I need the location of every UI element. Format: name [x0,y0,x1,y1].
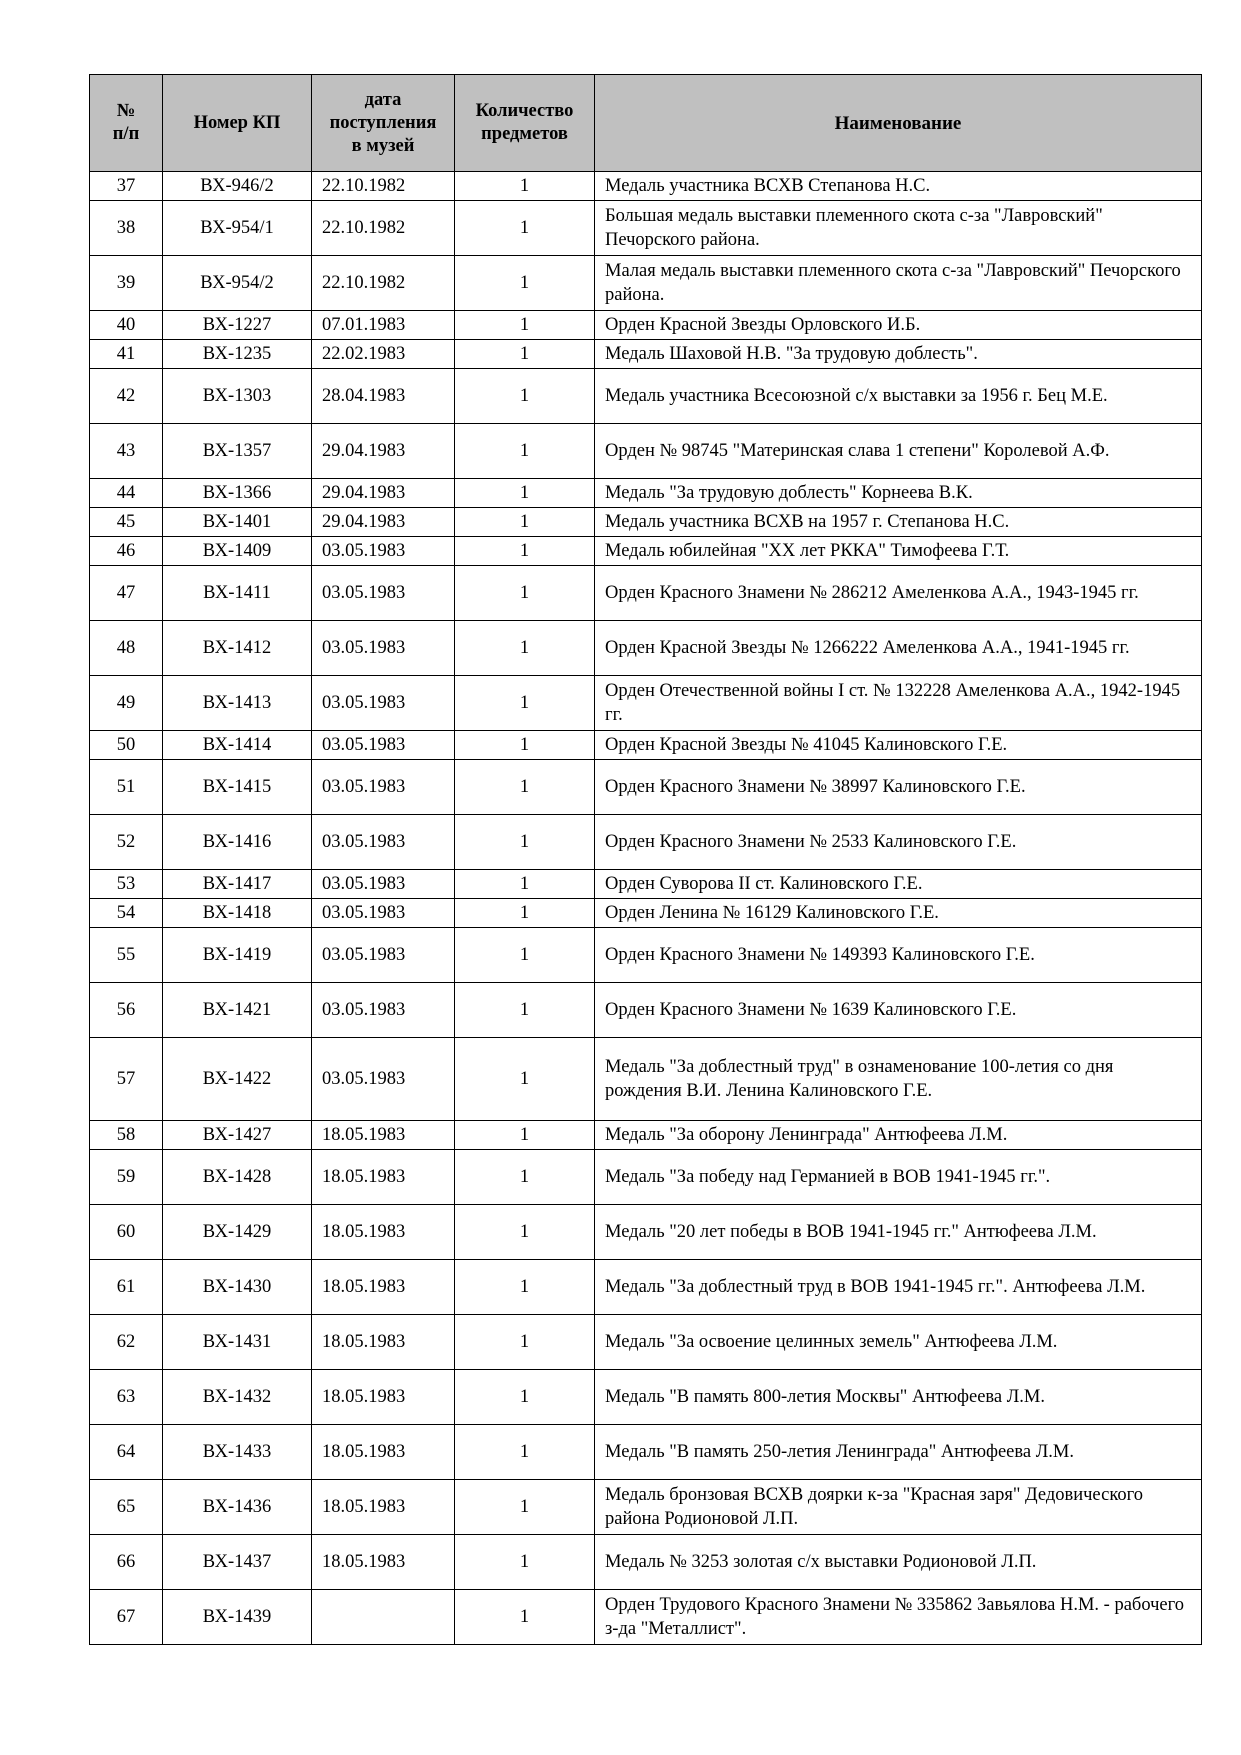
name-cell: Орден № 98745 "Материнская слава 1 степени" Королевой А.Ф. [595,424,1202,479]
kp-number-cell: ВХ-1430 [163,1260,312,1315]
kp-number-cell: ВХ-1432 [163,1370,312,1425]
name-cell: Большая медаль выставки племенного скота с-за "Лавровский" Печорского района. [595,201,1202,256]
quantity-cell: 1 [455,899,595,928]
table-row [90,566,1202,621]
name-cell: Орден Красного Знамени № 149393 Калиновского Г.Е. [595,928,1202,983]
row-number-cell: 48 [90,621,163,676]
date-cell: 03.05.1983 [312,815,455,870]
quantity-cell: 1 [455,566,595,621]
name-cell: Орден Красной Звезды № 41045 Калиновского Г.Е. [595,731,1202,760]
quantity-cell: 1 [455,815,595,870]
kp-number-cell: ВХ-1429 [163,1205,312,1260]
quantity-cell: 1 [455,537,595,566]
table-row [90,621,1202,676]
quantity-cell: 1 [455,479,595,508]
date-cell: 18.05.1983 [312,1480,455,1535]
date-cell: 18.05.1983 [312,1205,455,1260]
row-number-cell: 41 [90,340,163,369]
name-cell: Орден Трудового Красного Знамени № 335862 Завьялова Н.М. - рабочего з-да "Металлист". [595,1590,1202,1645]
row-number-cell: 56 [90,983,163,1038]
row-number-cell: 55 [90,928,163,983]
quantity-cell: 1 [455,1150,595,1205]
name-cell: Орден Красного Знамени № 2533 Калиновского Г.Е. [595,815,1202,870]
date-cell: 03.05.1983 [312,566,455,621]
date-cell: 18.05.1983 [312,1121,455,1150]
row-number-cell: 57 [90,1038,163,1121]
kp-number-cell: ВХ-1413 [163,676,312,731]
row-number-cell: 62 [90,1315,163,1370]
quantity-cell: 1 [455,172,595,201]
quantity-cell: 1 [455,369,595,424]
date-cell: 03.05.1983 [312,760,455,815]
row-number-cell: 59 [90,1150,163,1205]
quantity-cell: 1 [455,1260,595,1315]
quantity-cell: 1 [455,1121,595,1150]
date-cell: 22.10.1982 [312,172,455,201]
row-number-cell: 39 [90,256,163,311]
row-number-cell: 54 [90,899,163,928]
kp-number-cell: ВХ-1431 [163,1315,312,1370]
header-kp-number: Номер КП [163,75,312,172]
quantity-cell: 1 [455,311,595,340]
kp-number-cell: ВХ-1414 [163,731,312,760]
quantity-cell: 1 [455,1315,595,1370]
name-cell: Медаль Шаховой Н.В. "За трудовую доблесть". [595,340,1202,369]
kp-number-cell: ВХ-1401 [163,508,312,537]
date-cell: 29.04.1983 [312,479,455,508]
row-number-cell: 58 [90,1121,163,1150]
row-number-cell: 47 [90,566,163,621]
document-page [89,74,1201,1645]
quantity-cell: 1 [455,928,595,983]
name-cell: Орден Красного Знамени № 38997 Калиновского Г.Е. [595,760,1202,815]
quantity-cell: 1 [455,1425,595,1480]
row-number-cell: 63 [90,1370,163,1425]
table-row [90,1038,1202,1121]
date-cell: 03.05.1983 [312,870,455,899]
name-cell: Медаль "За доблестный труд" в ознаменование 100-летия со дня рождения В.И. Ленина Калиновского Г.Е. [595,1038,1202,1121]
name-cell: Орден Ленина № 16129 Калиновского Г.Е. [595,899,1202,928]
kp-number-cell: ВХ-1437 [163,1535,312,1590]
date-cell: 22.10.1982 [312,201,455,256]
kp-number-cell: ВХ-1409 [163,537,312,566]
kp-number-cell: ВХ-1412 [163,621,312,676]
row-number-cell: 66 [90,1535,163,1590]
kp-number-cell: ВХ-1417 [163,870,312,899]
kp-number-cell: ВХ-1357 [163,424,312,479]
name-cell: Орден Красной Звезды Орловского И.Б. [595,311,1202,340]
table-row [90,369,1202,424]
kp-number-cell: ВХ-1419 [163,928,312,983]
table-row [90,1150,1202,1205]
date-cell: 18.05.1983 [312,1260,455,1315]
header-number: № п/п [90,75,163,172]
date-cell: 03.05.1983 [312,731,455,760]
name-cell: Медаль участника ВСХВ Степанова Н.С. [595,172,1202,201]
row-number-cell: 50 [90,731,163,760]
name-cell: Орден Красной Звезды № 1266222 Амеленкова А.А., 1941-1945 гг. [595,621,1202,676]
name-cell: Малая медаль выставки племенного скота с-за "Лавровский" Печорского района. [595,256,1202,311]
quantity-cell: 1 [455,1535,595,1590]
table-header-row [90,75,1202,172]
row-number-cell: 53 [90,870,163,899]
date-cell: 03.05.1983 [312,1038,455,1121]
quantity-cell: 1 [455,340,595,369]
table-row [90,1535,1202,1590]
kp-number-cell: ВХ-946/2 [163,172,312,201]
kp-number-cell: ВХ-1235 [163,340,312,369]
row-number-cell: 65 [90,1480,163,1535]
table-row [90,1370,1202,1425]
date-cell: 22.02.1983 [312,340,455,369]
table-row [90,983,1202,1038]
quantity-cell: 1 [455,676,595,731]
kp-number-cell: ВХ-1366 [163,479,312,508]
row-number-cell: 40 [90,311,163,340]
table-row [90,201,1202,256]
table-body [90,172,1202,1645]
table-row [90,479,1202,508]
name-cell: Медаль "За оборону Ленинграда" Антюфеева Л.М. [595,1121,1202,1150]
table-row [90,1425,1202,1480]
kp-number-cell: ВХ-1418 [163,899,312,928]
table-row [90,1121,1202,1150]
inventory-table [89,74,1202,1645]
table-row [90,676,1202,731]
table-row [90,1315,1202,1370]
date-cell: 28.04.1983 [312,369,455,424]
row-number-cell: 43 [90,424,163,479]
date-cell: 03.05.1983 [312,621,455,676]
date-cell: 18.05.1983 [312,1370,455,1425]
name-cell: Орден Красного Знамени № 286212 Амеленкова А.А., 1943-1945 гг. [595,566,1202,621]
table-row [90,1480,1202,1535]
quantity-cell: 1 [455,870,595,899]
date-cell: 18.05.1983 [312,1150,455,1205]
name-cell: Медаль "В память 800-летия Москвы" Антюфеева Л.М. [595,1370,1202,1425]
row-number-cell: 45 [90,508,163,537]
table-row [90,537,1202,566]
table-row [90,1260,1202,1315]
quantity-cell: 1 [455,1038,595,1121]
header-name: Наименование [595,75,1202,172]
date-cell: 22.10.1982 [312,256,455,311]
quantity-cell: 1 [455,508,595,537]
quantity-cell: 1 [455,1205,595,1260]
kp-number-cell: ВХ-1415 [163,760,312,815]
row-number-cell: 38 [90,201,163,256]
quantity-cell: 1 [455,621,595,676]
kp-number-cell: ВХ-1303 [163,369,312,424]
table-row [90,899,1202,928]
name-cell: Медаль "За трудовую доблесть" Корнеева В.К. [595,479,1202,508]
header-date: дата поступления в музей [312,75,455,172]
table-row [90,815,1202,870]
quantity-cell: 1 [455,256,595,311]
table-row [90,424,1202,479]
quantity-cell: 1 [455,760,595,815]
table-row [90,731,1202,760]
name-cell: Медаль участника ВСХВ на 1957 г. Степанова Н.С. [595,508,1202,537]
quantity-cell: 1 [455,201,595,256]
quantity-cell: 1 [455,1370,595,1425]
name-cell: Орден Суворова II ст. Калиновского Г.Е. [595,870,1202,899]
table-row [90,1205,1202,1260]
kp-number-cell: ВХ-1439 [163,1590,312,1645]
name-cell: Медаль "20 лет победы в ВОВ 1941-1945 гг." Антюфеева Л.М. [595,1205,1202,1260]
date-cell: 07.01.1983 [312,311,455,340]
name-cell: Медаль "За доблестный труд в ВОВ 1941-1945 гг.". Антюфеева Л.М. [595,1260,1202,1315]
quantity-cell: 1 [455,1590,595,1645]
table-row [90,1590,1202,1645]
quantity-cell: 1 [455,983,595,1038]
row-number-cell: 37 [90,172,163,201]
kp-number-cell: ВХ-954/1 [163,201,312,256]
name-cell: Медаль юбилейная "XX лет РККА" Тимофеева Г.Т. [595,537,1202,566]
row-number-cell: 42 [90,369,163,424]
name-cell: Орден Отечественной войны I ст. № 132228 Амеленкова А.А., 1942-1945 гг. [595,676,1202,731]
name-cell: Медаль "За освоение целинных земель" Антюфеева Л.М. [595,1315,1202,1370]
quantity-cell: 1 [455,731,595,760]
kp-number-cell: ВХ-1422 [163,1038,312,1121]
kp-number-cell: ВХ-1227 [163,311,312,340]
row-number-cell: 64 [90,1425,163,1480]
date-cell: 29.04.1983 [312,424,455,479]
row-number-cell: 60 [90,1205,163,1260]
table-row [90,760,1202,815]
date-cell: 18.05.1983 [312,1535,455,1590]
name-cell: Медаль участника Всесоюзной с/х выставки за 1956 г. Бец М.Е. [595,369,1202,424]
name-cell: Медаль № 3253 золотая с/х выставки Родионовой Л.П. [595,1535,1202,1590]
date-cell [312,1590,455,1645]
row-number-cell: 46 [90,537,163,566]
table-row [90,172,1202,201]
quantity-cell: 1 [455,1480,595,1535]
kp-number-cell: ВХ-1433 [163,1425,312,1480]
kp-number-cell: ВХ-1428 [163,1150,312,1205]
kp-number-cell: ВХ-1416 [163,815,312,870]
kp-number-cell: ВХ-1427 [163,1121,312,1150]
date-cell: 03.05.1983 [312,676,455,731]
name-cell: Медаль "За победу над Германией в ВОВ 1941-1945 гг.". [595,1150,1202,1205]
quantity-cell: 1 [455,424,595,479]
table-row [90,311,1202,340]
date-cell: 18.05.1983 [312,1425,455,1480]
table-row [90,508,1202,537]
table-row [90,928,1202,983]
date-cell: 03.05.1983 [312,983,455,1038]
row-number-cell: 44 [90,479,163,508]
table-row [90,870,1202,899]
row-number-cell: 61 [90,1260,163,1315]
row-number-cell: 49 [90,676,163,731]
table-row [90,340,1202,369]
header-quantity: Количество предметов [455,75,595,172]
name-cell: Орден Красного Знамени № 1639 Калиновского Г.Е. [595,983,1202,1038]
row-number-cell: 52 [90,815,163,870]
row-number-cell: 67 [90,1590,163,1645]
name-cell: Медаль бронзовая ВСХВ доярки к-за "Красная заря" Дедовического района Родионовой Л.П. [595,1480,1202,1535]
date-cell: 18.05.1983 [312,1315,455,1370]
kp-number-cell: ВХ-954/2 [163,256,312,311]
table-row [90,256,1202,311]
date-cell: 29.04.1983 [312,508,455,537]
kp-number-cell: ВХ-1436 [163,1480,312,1535]
date-cell: 03.05.1983 [312,537,455,566]
kp-number-cell: ВХ-1421 [163,983,312,1038]
row-number-cell: 51 [90,760,163,815]
name-cell: Медаль "В память 250-летия Ленинграда" Антюфеева Л.М. [595,1425,1202,1480]
date-cell: 03.05.1983 [312,899,455,928]
kp-number-cell: ВХ-1411 [163,566,312,621]
date-cell: 03.05.1983 [312,928,455,983]
